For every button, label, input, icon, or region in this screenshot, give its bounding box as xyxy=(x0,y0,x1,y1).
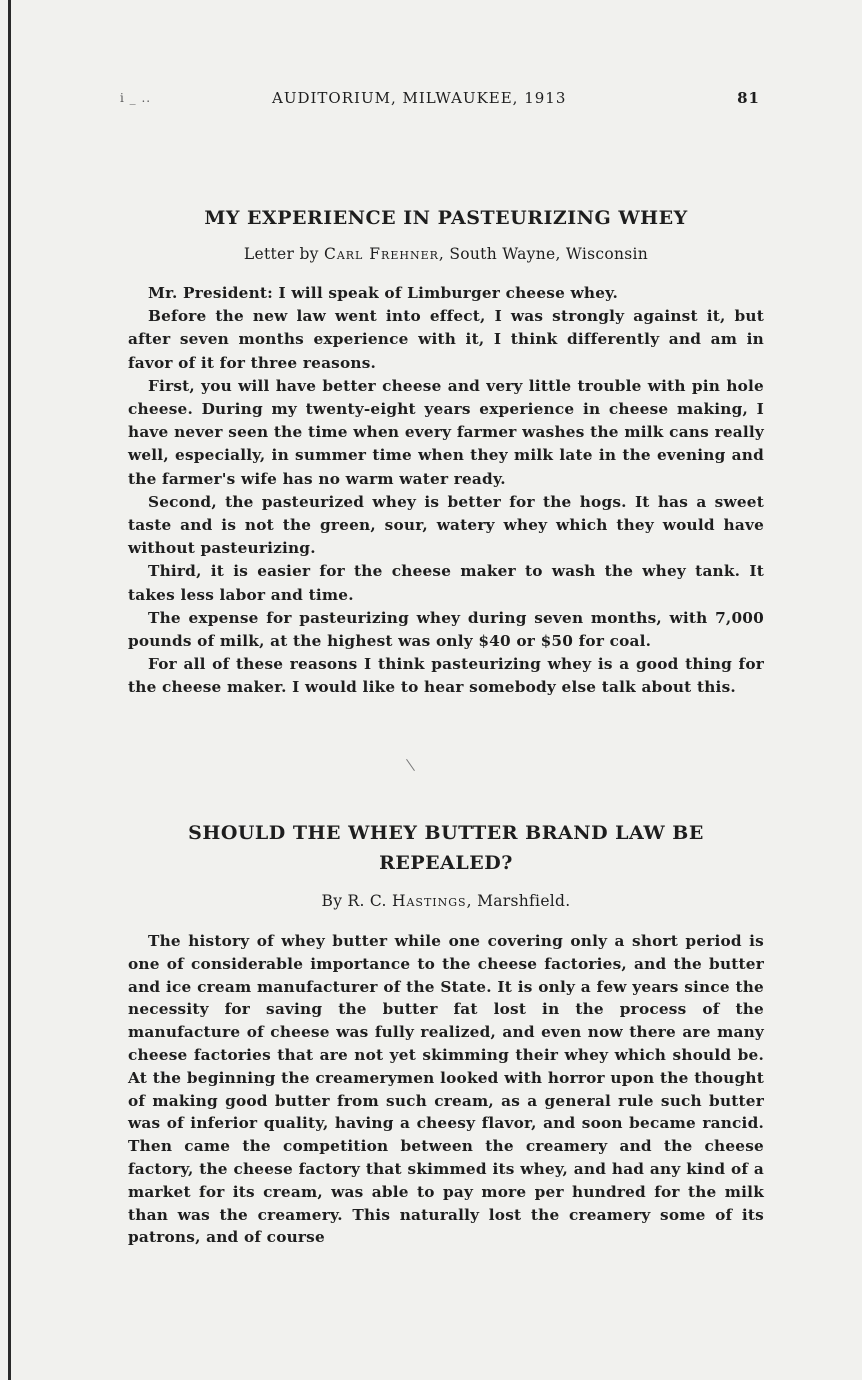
paragraph: For all of these reasons I think pasteurizing whey is a good thing for the cheese maker. I would like to hear somebody else talk about this. xyxy=(128,655,764,697)
margin-marks: i _ .. xyxy=(120,91,152,105)
byline-prefix: Letter by xyxy=(243,245,324,263)
paragraph: The history of whey butter while one covering only a short period is one of considerable importance to the cheese factories, and the butter and ice cream manufacturer of the State. It is only a few years since the necessity for saving the butter fat lost in the process of the manufacture of cheese was fully realized, and even now there are many cheese factories that are not yet skimming their whey which should be. At the beginning the creamerymen looked with horror upon the thought of making good butter from such cream, as a general rule such butter was of inferior quality, having a cheesy flavor, and soon became rancid. Then came the competition between the creamery and the cheese factory, the cheese factory that skimmed its whey, and had any kind of a market for its cream, was able to pay more per hundred for the milk than was the creamery. This naturally lost the creamery some of its patrons, and of course xyxy=(128,932,764,1247)
paragraph: The expense for pasteurizing whey during seven months, with 7,000 pounds of milk, at the highest was only $40 or $50 for coal. xyxy=(128,608,764,651)
article-body xyxy=(128,930,764,1249)
byline-author: Carl Frehner xyxy=(323,245,439,263)
article-title-line-1: SHOULD THE WHEY BUTTER BRAND LAW BE xyxy=(188,822,704,844)
paragraph: First, you will have better cheese and very little trouble with pin hole cheese. During my twenty-eight years experience in cheese making, I have never seen the time when every farmer washes the milk cans really well, especially, in summer time when they milk late in the evening and the farmer's wife has no warm water ready. xyxy=(128,376,764,488)
article-byline xyxy=(128,892,764,910)
article-pasteurizing-whey xyxy=(128,203,764,700)
paragraph: Before the new law went into effect, I was strongly against it, but after seven months experience with it, I think differently and am in favor of it for three reasons. xyxy=(128,307,764,372)
paragraph: Third, it is easier for the cheese maker to wash the whey tank. It takes less labor and time. xyxy=(128,562,764,604)
paragraph: Mr. President: I will speak of Limburger cheese whey. xyxy=(148,284,619,302)
byline-author: Hastings xyxy=(391,892,467,910)
page-binding-edge xyxy=(8,0,11,1380)
byline-location: , Marshfield. xyxy=(466,892,571,910)
article-title-line-2: REPEALED? xyxy=(379,852,513,874)
article-title: MY EXPERIENCE IN PASTEURIZING WHEY xyxy=(204,207,688,229)
page-number: 81 xyxy=(737,89,760,107)
stray-mark xyxy=(406,759,415,771)
paragraph: Second, the pasteurized whey is better for the hogs. It has a sweet taste and is not the green, sour, watery whey which they would have without pasteurizing. xyxy=(128,492,764,558)
article-whey-butter-law xyxy=(128,818,764,1249)
byline-prefix: By R. C. xyxy=(321,892,392,910)
running-head-title: AUDITORIUM, MILWAUKEE, 1913 xyxy=(272,89,567,107)
byline-location: , South Wayne, Wisconsin xyxy=(438,245,649,263)
article-byline xyxy=(128,245,764,263)
article-body xyxy=(128,282,764,700)
